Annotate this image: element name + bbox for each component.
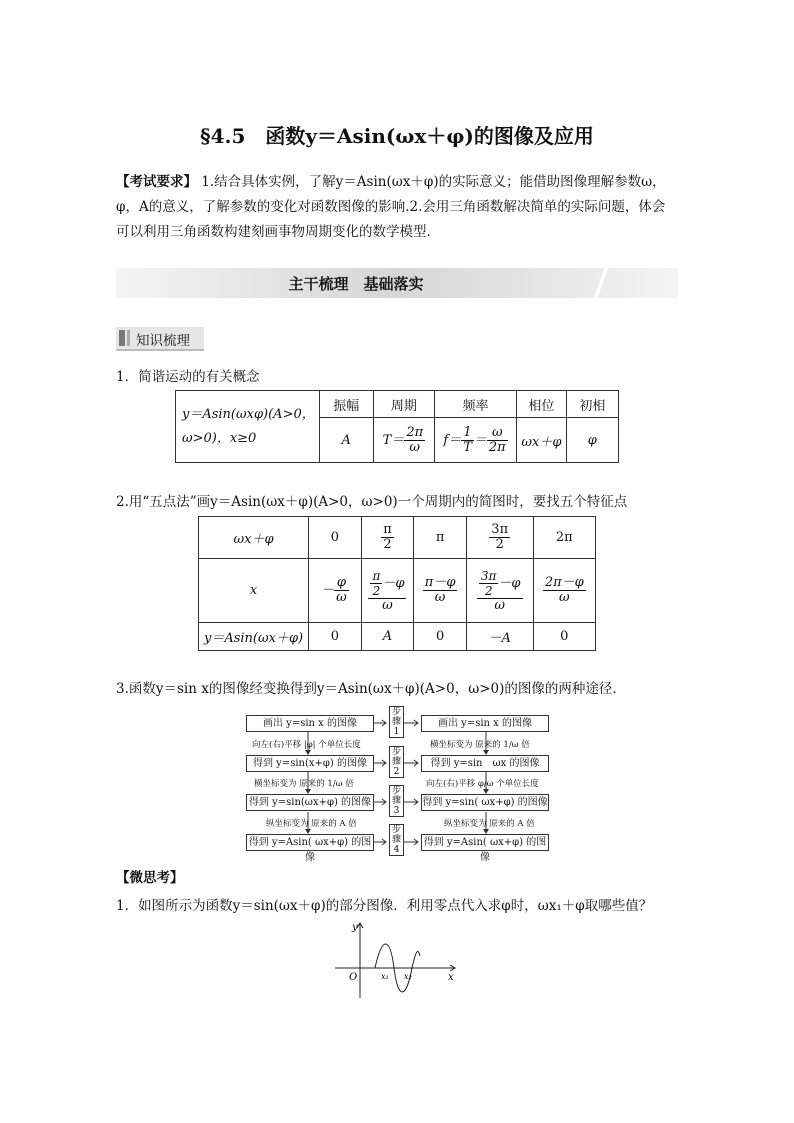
requirements-tag: 【考试要求】 xyxy=(116,174,197,190)
step-arrow-4r xyxy=(404,839,418,845)
left-label-1: 向左(右)平移 |φ| 个单位长度 xyxy=(252,740,361,750)
label-marker-icon-2 xyxy=(127,330,130,346)
row3-c5: 0 xyxy=(533,623,595,651)
row3-label: y＝Asin(ωx＋φ) xyxy=(199,623,309,651)
row2-c4 xyxy=(466,559,533,623)
right-label-2: 向左(右)平移 φ/ω 个单位长度 xyxy=(426,779,539,789)
row2-c4-tail: －φ xyxy=(498,575,521,591)
period-lhs: T＝ xyxy=(382,432,405,448)
freq-den1: T xyxy=(463,439,472,455)
row2-c3-num: π－φ xyxy=(424,575,456,590)
think-tag: 【微思考】 xyxy=(116,870,184,886)
left-box-4: 得到 y=Asin( ωx+φ) 的图像 xyxy=(246,834,374,851)
row2-c5-den: ω xyxy=(558,590,570,605)
row2-c2-inner-num: π xyxy=(372,568,381,583)
row1-c5: 2π xyxy=(533,517,595,559)
row1-c1: 0 xyxy=(309,517,361,559)
x2-label: x₂ xyxy=(404,972,412,981)
step-arrow-2r xyxy=(404,760,418,766)
step-2: 步骤2 xyxy=(389,746,404,778)
row3-c4: －A xyxy=(466,623,533,651)
row2-c1 xyxy=(309,559,361,623)
x-axis-label: x xyxy=(448,972,454,983)
step-arrow-1l xyxy=(374,720,386,726)
step-arrow-4l xyxy=(374,839,386,845)
right-label-3: 纵坐标变为 原来的 A 倍 xyxy=(444,819,535,829)
right-label-1: 横坐标变为 原来的 1/ω 倍 xyxy=(430,740,530,750)
row1-c2 xyxy=(361,517,414,559)
requirements-text: 1.结合具体实例，了解y＝Asin(ωx＋φ)的实际意义；能借助图像理解参数ω，φ，A的意义，了解参数的变化对函数图像的影响.2.会用三角函数解决简单的实际问题，体会可以利用三角函数构建刻画事物周期变化的数学模型． xyxy=(116,174,666,240)
header-phase: 相位 xyxy=(517,391,567,418)
sine-graph xyxy=(330,918,465,1003)
row2-c1-num: φ xyxy=(334,576,349,591)
row1-c4-den: 2 xyxy=(495,537,504,552)
cell-period xyxy=(373,418,434,463)
step-arrow-3l xyxy=(374,799,386,805)
row2-c5 xyxy=(533,559,595,623)
row2-c2-inner-den: 2 xyxy=(372,583,381,598)
knowledge-label-box xyxy=(116,327,204,351)
left-box-1: 画出 y=sin x 的图像 xyxy=(246,715,374,732)
row2-c5-num: 2π－φ xyxy=(544,575,584,590)
row2-c1-den: ω xyxy=(336,590,347,605)
row2-c4-inner-den: 2 xyxy=(484,583,493,598)
banner-text: 主干梳理 基础落实 xyxy=(288,275,424,293)
period-den: ω xyxy=(409,439,421,455)
step-3: 步骤3 xyxy=(389,785,404,817)
left-label-3: 纵坐标变为 原来的 A 倍 xyxy=(266,819,357,829)
freq-num1: 1 xyxy=(461,426,474,441)
left-box-2: 得到 y=sin(x+φ) 的图像 xyxy=(246,755,374,772)
row1-c4 xyxy=(466,517,533,559)
freq-lhs: f＝ xyxy=(443,432,462,448)
row2-c3 xyxy=(414,559,466,623)
think-question-1: 1．如图所示为函数y＝sin(ωx＋φ)的部分图像．利用零点代入求φ时，ωx₁＋φ取哪些值？ xyxy=(116,898,653,914)
freq-eq: ＝ xyxy=(473,432,487,448)
transform-flowchart xyxy=(246,707,551,863)
concept-label-line2: ω>0)，x≥0 xyxy=(182,430,257,446)
step-1: 步骤1 xyxy=(389,706,404,738)
row3-c3: 0 xyxy=(414,623,466,651)
row2-c1-sign: － xyxy=(321,583,335,598)
y-axis-label: y xyxy=(352,922,358,933)
x1-label: x₁ xyxy=(381,972,389,981)
row2-c2-tail: －φ xyxy=(382,575,405,591)
row1-c2-num: π xyxy=(383,522,392,537)
section-banner xyxy=(116,268,678,298)
freq-fraction-2 xyxy=(487,426,508,455)
row2-c3-den: ω xyxy=(434,590,446,605)
freq-fraction-1 xyxy=(461,426,474,455)
period-fraction xyxy=(404,426,425,455)
header-period: 周期 xyxy=(373,391,434,418)
header-initial-phase: 初相 xyxy=(566,391,618,418)
origin-label: O xyxy=(349,972,358,983)
row3-c2: A xyxy=(361,623,414,651)
row3-c1: 0 xyxy=(309,623,361,651)
row2-c4-inner-num: 3π xyxy=(480,568,497,583)
row2-c2-den: ω xyxy=(382,597,393,613)
right-box-1: 画出 y=sin x 的图像 xyxy=(421,715,549,732)
step-arrow-1r xyxy=(404,720,418,726)
row2-label: x xyxy=(199,559,309,623)
freq-den2: 2π xyxy=(488,439,506,455)
row1-c2-den: 2 xyxy=(383,537,392,552)
concept-table xyxy=(175,390,619,463)
section2-heading: 2.用“五点法”画y＝Asin(ωx＋φ)(A>0，ω>0)一个周期内的简图时，要找五个特征点 xyxy=(116,494,628,510)
cell-phase: ωx＋φ xyxy=(517,418,567,463)
label-marker-icon xyxy=(119,330,125,346)
step-arrow-3r xyxy=(404,799,418,805)
page-title: §4.5 函数y＝Asin(ωx＋φ)的图像及应用 xyxy=(200,124,594,148)
right-box-4: 得到 y=Asin( ωx+φ) 的图像 xyxy=(421,834,549,851)
row2-c4-den: ω xyxy=(494,597,506,613)
section1-heading: 1．简谐运动的有关概念 xyxy=(116,369,260,385)
concept-label-line1: y＝Asin(ωxφ)(A>0， xyxy=(182,406,315,422)
header-frequency: 频率 xyxy=(434,391,516,418)
row2-c2 xyxy=(361,559,414,623)
exam-requirements xyxy=(116,170,678,245)
freq-num2: ω xyxy=(487,426,508,441)
cell-frequency xyxy=(434,418,516,463)
knowledge-label: 知识梳理 xyxy=(136,333,190,349)
right-box-2: 得到 y=sin ωx 的图像 xyxy=(421,755,549,772)
row1-label: ωx＋φ xyxy=(199,517,309,559)
cell-amplitude: A xyxy=(319,418,373,463)
header-amplitude: 振幅 xyxy=(319,391,373,418)
cell-initial-phase: φ xyxy=(566,418,618,463)
left-label-2: 横坐标变为 原来的 1/ω 倍 xyxy=(254,779,354,789)
row1-c4-num: 3π xyxy=(491,522,509,537)
section3-heading: 3.函数y＝sin x的图像经变换得到y＝Asin(ωx＋φ)(A>0，ω>0)的图像的两种途径． xyxy=(116,681,626,697)
step-arrow-2l xyxy=(374,760,386,766)
left-box-3: 得到 y=sin(ωx+φ) 的图像 xyxy=(246,794,374,811)
step-4: 步骤4 xyxy=(389,824,404,856)
period-num: 2π xyxy=(406,424,424,440)
five-point-table xyxy=(198,516,596,651)
right-box-3: 得到 y=sin( ωx+φ) 的图像 xyxy=(421,794,549,811)
row1-c3: π xyxy=(414,517,466,559)
concept-table-label xyxy=(176,391,320,463)
